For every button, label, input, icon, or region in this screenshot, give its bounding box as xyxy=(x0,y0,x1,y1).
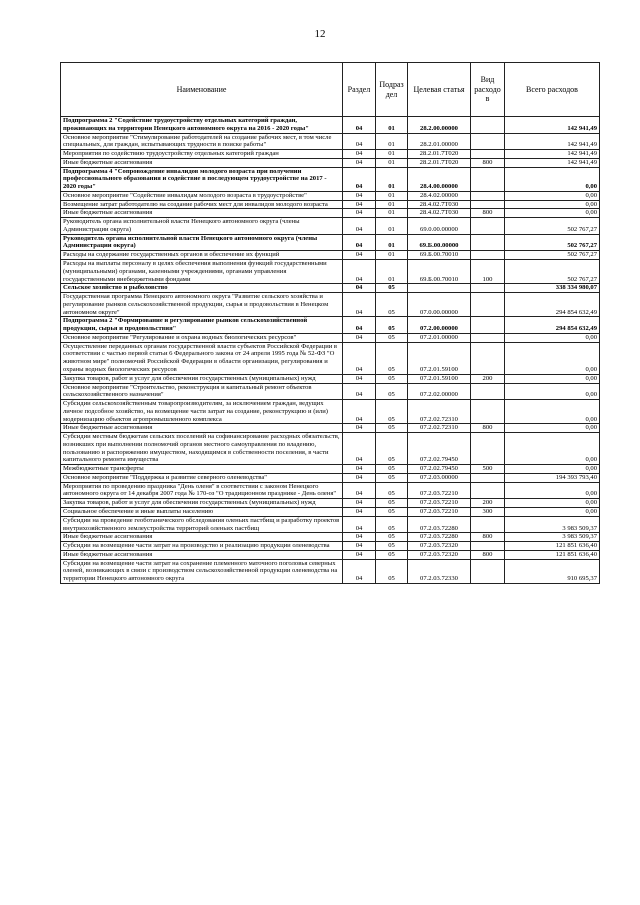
cell-expense-type xyxy=(471,218,505,235)
cell-section: 04 xyxy=(343,542,376,551)
table-row xyxy=(61,200,600,209)
cell-section: 04 xyxy=(343,167,376,191)
cell-section: 04 xyxy=(343,559,376,583)
cell-name: Государственная программа Ненецкого автономного округа "Развитие сельского хозяйства и регулирование рынков сельскохозяйственной продукции, сырья и продовольствия в Ненецком автономном округе" xyxy=(61,293,343,317)
cell-total: 338 334 980,07 xyxy=(505,284,600,293)
table-row xyxy=(61,167,600,191)
cell-total: 142 941,49 xyxy=(505,150,600,159)
cell-expense-type: 800 xyxy=(471,533,505,542)
cell-total: 0,00 xyxy=(505,482,600,499)
cell-subsection: 01 xyxy=(376,117,408,134)
cell-name: Руководитель органа исполнительной власти Ненецкого автономного округа (члены Администрации округа) xyxy=(61,234,343,251)
cell-expense-type xyxy=(471,473,505,482)
cell-expense-type: 500 xyxy=(471,465,505,474)
cell-target-article: 07.2.02.72310 xyxy=(408,424,471,433)
cell-name: Сельское хозяйство и рыболовство xyxy=(61,284,343,293)
cell-name: Закупка товаров, работ и услуг для обеспечения государственных (муниципальных) нужд xyxy=(61,499,343,508)
cell-section: 04 xyxy=(343,433,376,465)
cell-name: Субсидии местным бюджетам сельских поселений на софинансирование расходных обязательств, возникших при выполнении полномочий органов местного самоуправления по владению, пользованию и распоряжению имуществом, находящимся в собственности поселения, в части капитального ремонта имущества xyxy=(61,433,343,465)
cell-total: 0,00 xyxy=(505,507,600,516)
cell-name: Подпрограмма 2 "Формирование и регулирование рынков сельскохозяйственной продукции, сырья и продовольствия" xyxy=(61,317,343,334)
cell-target-article: 07.2.03.72320 xyxy=(408,550,471,559)
cell-name: Мероприятия по проведению праздника "День оленя" в соответствии с законом Ненецкого автономного округа от 14 декабря 2007 года № 170-оз "О традиционном празднике - День оленя" xyxy=(61,482,343,499)
cell-expense-type xyxy=(471,383,505,400)
cell-name: Руководитель органа исполнительной власти Ненецкого автономного округа (члены Администрации округа) xyxy=(61,218,343,235)
cell-total: 294 854 632,49 xyxy=(505,317,600,334)
cell-section: 04 xyxy=(343,293,376,317)
cell-section: 04 xyxy=(343,218,376,235)
cell-total: 0,00 xyxy=(505,342,600,374)
cell-name: Основное мероприятие "Строительство, реконструкция и капитальный ремонт объектов сельскохозяйственного назначения" xyxy=(61,383,343,400)
table-row xyxy=(61,209,600,218)
cell-expense-type: 300 xyxy=(471,507,505,516)
cell-total: 502 767,27 xyxy=(505,234,600,251)
cell-expense-type xyxy=(471,342,505,374)
cell-total: 502 767,27 xyxy=(505,251,600,260)
cell-target-article: 07.0.00.00000 xyxy=(408,293,471,317)
table-row xyxy=(61,293,600,317)
cell-target-article: 07.2.03.72280 xyxy=(408,533,471,542)
cell-name: Социальное обеспечение и иные выплаты населению xyxy=(61,507,343,516)
cell-target-article xyxy=(408,284,471,293)
page-number: 12 xyxy=(314,28,326,40)
cell-subsection: 01 xyxy=(376,158,408,167)
cell-total: 0,00 xyxy=(505,200,600,209)
cell-name: Субсидии на возмещение части затрат на производство и реализацию продукции оленеводства xyxy=(61,542,343,551)
cell-name: Основное мероприятие "Регулирование и охрана водных биологических ресурсов" xyxy=(61,333,343,342)
cell-target-article: 28.4.02.7Т030 xyxy=(408,200,471,209)
cell-subsection: 01 xyxy=(376,234,408,251)
table-row xyxy=(61,424,600,433)
table-row xyxy=(61,507,600,516)
header-section: Раздел xyxy=(343,63,376,117)
cell-section: 04 xyxy=(343,374,376,383)
cell-expense-type xyxy=(471,333,505,342)
cell-section: 04 xyxy=(343,333,376,342)
cell-total: 502 767,27 xyxy=(505,260,600,284)
cell-target-article: 07.2.03.72210 xyxy=(408,507,471,516)
cell-name: Иные бюджетные ассигнования xyxy=(61,533,343,542)
table-row xyxy=(61,433,600,465)
cell-subsection: 05 xyxy=(376,374,408,383)
budget-table xyxy=(60,62,600,584)
table-row xyxy=(61,533,600,542)
cell-section: 04 xyxy=(343,465,376,474)
cell-target-article: 28.2.01.7Т020 xyxy=(408,150,471,159)
cell-total: 0,00 xyxy=(505,191,600,200)
cell-name: Основное мероприятие "Поддержка и развитие северного оленеводства" xyxy=(61,473,343,482)
table-row xyxy=(61,400,600,424)
table-row xyxy=(61,383,600,400)
cell-target-article: 07.2.03.72320 xyxy=(408,542,471,551)
header-target-article: Целевая статья xyxy=(408,63,471,117)
cell-target-article: 28.4.02.7Т030 xyxy=(408,209,471,218)
cell-name: Возмещение затрат работодателю на создание рабочих мест для инвалидов молодого возраста xyxy=(61,200,343,209)
cell-subsection: 05 xyxy=(376,284,408,293)
cell-expense-type xyxy=(471,284,505,293)
cell-total: 294 854 632,49 xyxy=(505,293,600,317)
cell-total: 0,00 xyxy=(505,383,600,400)
cell-total: 0,00 xyxy=(505,374,600,383)
cell-total: 910 695,37 xyxy=(505,559,600,583)
cell-subsection: 05 xyxy=(376,542,408,551)
table-row xyxy=(61,260,600,284)
cell-section: 04 xyxy=(343,260,376,284)
cell-section: 04 xyxy=(343,473,376,482)
cell-target-article: 07.2.01.59100 xyxy=(408,374,471,383)
cell-subsection: 05 xyxy=(376,333,408,342)
cell-section: 04 xyxy=(343,234,376,251)
cell-section: 04 xyxy=(343,342,376,374)
cell-subsection: 01 xyxy=(376,260,408,284)
cell-target-article: 07.2.03.72210 xyxy=(408,482,471,499)
cell-expense-type xyxy=(471,433,505,465)
cell-expense-type xyxy=(471,482,505,499)
cell-name: Иные бюджетные ассигнования xyxy=(61,209,343,218)
cell-name: Субсидии сельскохозяйственным товаропроизводителям, за исключением граждан, ведущих личное подсобное хозяйство, на возмещение части затрат на создание, реконструкцию и (или) модернизацию объектов агропромышленного комплекса xyxy=(61,400,343,424)
cell-section: 04 xyxy=(343,424,376,433)
header-expense-type: Вид расходо в xyxy=(471,63,505,117)
cell-name: Подпрограмма 4 "Сопровождение инвалидов молодого возраста при получении профессионального образования и содействие в последующем трудоустройстве на 2017 - 2020 годы" xyxy=(61,167,343,191)
cell-subsection: 05 xyxy=(376,550,408,559)
cell-section: 04 xyxy=(343,383,376,400)
cell-name: Субсидии на проведение геоботанического обследования оленьих пастбищ и разработку проектов внутрихозяйственного землеустройства территорий оленьих пастбищ xyxy=(61,516,343,533)
cell-subsection: 01 xyxy=(376,150,408,159)
cell-name: Иные бюджетные ассигнования xyxy=(61,424,343,433)
cell-total: 142 941,49 xyxy=(505,133,600,150)
cell-section: 04 xyxy=(343,516,376,533)
table-row xyxy=(61,150,600,159)
cell-total: 502 767,27 xyxy=(505,218,600,235)
cell-expense-type xyxy=(471,559,505,583)
cell-expense-type xyxy=(471,117,505,134)
cell-expense-type: 100 xyxy=(471,260,505,284)
table-row xyxy=(61,333,600,342)
cell-subsection: 05 xyxy=(376,499,408,508)
cell-section: 04 xyxy=(343,150,376,159)
cell-section: 04 xyxy=(343,133,376,150)
cell-total: 0,00 xyxy=(505,499,600,508)
cell-section: 04 xyxy=(343,533,376,542)
table-row xyxy=(61,465,600,474)
cell-total: 142 941,49 xyxy=(505,158,600,167)
cell-target-article: 69.0.00.00000 xyxy=(408,218,471,235)
table-row xyxy=(61,482,600,499)
table-row xyxy=(61,191,600,200)
cell-target-article: 28.2.00.00000 xyxy=(408,117,471,134)
table-row xyxy=(61,133,600,150)
cell-target-article: 07.2.03.72210 xyxy=(408,499,471,508)
cell-target-article: 07.2.02.00000 xyxy=(408,383,471,400)
cell-subsection: 05 xyxy=(376,433,408,465)
cell-name: Межбюджетные трансферты xyxy=(61,465,343,474)
cell-expense-type: 800 xyxy=(471,209,505,218)
cell-subsection: 05 xyxy=(376,482,408,499)
cell-subsection: 05 xyxy=(376,424,408,433)
cell-section: 04 xyxy=(343,191,376,200)
cell-target-article: 07.2.01.59100 xyxy=(408,342,471,374)
cell-subsection: 01 xyxy=(376,218,408,235)
cell-target-article: 07.2.03.72280 xyxy=(408,516,471,533)
cell-target-article: 07.2.03.00000 xyxy=(408,473,471,482)
cell-name: Иные бюджетные ассигнования xyxy=(61,550,343,559)
cell-total: 121 851 636,40 xyxy=(505,542,600,551)
header-total: Всего расходов xyxy=(505,63,600,117)
cell-name: Основное мероприятие "Содействие инвалидам молодого возраста в трудоустройстве" xyxy=(61,191,343,200)
cell-expense-type: 800 xyxy=(471,424,505,433)
cell-target-article: 28.2.01.7Т020 xyxy=(408,158,471,167)
cell-subsection: 05 xyxy=(376,465,408,474)
cell-expense-type xyxy=(471,516,505,533)
table-row xyxy=(61,218,600,235)
cell-name: Осуществление переданных органам государственной власти субъектов Российской Федерации в соответствии с частью первой статьи 6 Федерального закона от 24 апреля 1995 года № 52-ФЗ "О животном мире" полномочий Российской Федерации в области организации, регулирования и охраны водных биологических ресурсов xyxy=(61,342,343,374)
cell-name: Основное мероприятие "Стимулирование работодателей на создание рабочих мест, в том числе специальных, для граждан, испытывающих трудности в поиске работы" xyxy=(61,133,343,150)
cell-section: 04 xyxy=(343,482,376,499)
cell-total: 142 941,49 xyxy=(505,117,600,134)
cell-total: 3 983 509,37 xyxy=(505,516,600,533)
cell-target-article: 28.2.01.00000 xyxy=(408,133,471,150)
table-row xyxy=(61,516,600,533)
cell-target-article: 28.4.02.00000 xyxy=(408,191,471,200)
table-row xyxy=(61,158,600,167)
cell-subsection: 05 xyxy=(376,516,408,533)
table-header-row xyxy=(61,63,600,117)
cell-section: 04 xyxy=(343,158,376,167)
cell-total: 0,00 xyxy=(505,167,600,191)
cell-target-article: 07.2.02.72310 xyxy=(408,400,471,424)
table-row xyxy=(61,499,600,508)
cell-expense-type xyxy=(471,167,505,191)
cell-total: 0,00 xyxy=(505,209,600,218)
cell-expense-type: 800 xyxy=(471,550,505,559)
cell-target-article: 69.Б.00.00000 xyxy=(408,234,471,251)
cell-subsection: 01 xyxy=(376,191,408,200)
table-row xyxy=(61,542,600,551)
cell-total: 121 851 636,40 xyxy=(505,550,600,559)
cell-name: Подпрограмма 2 "Содействие трудоустройству отдельных категорий граждан, проживающих на территории Ненецкого автономного округа на 2016 - 2020 годы" xyxy=(61,117,343,134)
cell-expense-type xyxy=(471,542,505,551)
cell-target-article: 28.4.00.00000 xyxy=(408,167,471,191)
table-row xyxy=(61,473,600,482)
cell-subsection: 05 xyxy=(376,342,408,374)
cell-subsection: 05 xyxy=(376,400,408,424)
cell-total: 0,00 xyxy=(505,433,600,465)
cell-section: 04 xyxy=(343,209,376,218)
cell-total: 3 983 509,37 xyxy=(505,533,600,542)
cell-expense-type xyxy=(471,191,505,200)
table-row xyxy=(61,284,600,293)
table-row xyxy=(61,559,600,583)
cell-section: 04 xyxy=(343,507,376,516)
cell-expense-type xyxy=(471,400,505,424)
cell-total: 0,00 xyxy=(505,333,600,342)
cell-section: 04 xyxy=(343,200,376,209)
table-row xyxy=(61,117,600,134)
cell-total: 0,00 xyxy=(505,424,600,433)
cell-section: 04 xyxy=(343,499,376,508)
header-subsection: Подраз дел xyxy=(376,63,408,117)
cell-section: 04 xyxy=(343,550,376,559)
cell-expense-type xyxy=(471,234,505,251)
cell-expense-type xyxy=(471,317,505,334)
table-row xyxy=(61,234,600,251)
cell-subsection: 01 xyxy=(376,200,408,209)
cell-expense-type xyxy=(471,251,505,260)
cell-total: 0,00 xyxy=(505,400,600,424)
cell-expense-type xyxy=(471,293,505,317)
cell-total: 0,00 xyxy=(505,465,600,474)
cell-name: Субсидии на возмещение части затрат на сохранение племенного маточного поголовья северных оленей, возникающих в связи с производством сельскохозяйственной продукции оленеводства на территории Ненецкого автономного округа xyxy=(61,559,343,583)
table-row xyxy=(61,550,600,559)
cell-section: 04 xyxy=(343,284,376,293)
cell-target-article: 07.2.02.79450 xyxy=(408,433,471,465)
table-row xyxy=(61,317,600,334)
cell-subsection: 01 xyxy=(376,133,408,150)
table-row xyxy=(61,342,600,374)
cell-target-article: 07.2.02.79450 xyxy=(408,465,471,474)
cell-subsection: 05 xyxy=(376,293,408,317)
cell-expense-type xyxy=(471,133,505,150)
cell-name: Иные бюджетные ассигнования xyxy=(61,158,343,167)
cell-expense-type xyxy=(471,150,505,159)
cell-subsection: 05 xyxy=(376,383,408,400)
cell-name: Расходы на выплаты персоналу в целях обеспечения выполнения функций государственными (муниципальными) органами, казенными учреждениями, органами управления государственными внебюджетными фондами xyxy=(61,260,343,284)
cell-target-article: 69.Б.00.70010 xyxy=(408,251,471,260)
cell-section: 04 xyxy=(343,317,376,334)
cell-expense-type: 200 xyxy=(471,499,505,508)
cell-total: 194 393 793,40 xyxy=(505,473,600,482)
cell-expense-type xyxy=(471,200,505,209)
cell-subsection: 05 xyxy=(376,473,408,482)
cell-subsection: 01 xyxy=(376,209,408,218)
cell-subsection: 05 xyxy=(376,317,408,334)
cell-expense-type: 200 xyxy=(471,374,505,383)
cell-name: Мероприятия по содействию трудоустройству отдельных категорий граждан xyxy=(61,150,343,159)
cell-name: Расходы на содержание государственных органов и обеспечение их функций xyxy=(61,251,343,260)
cell-section: 04 xyxy=(343,117,376,134)
header-name: Наименование xyxy=(61,63,343,117)
table-row xyxy=(61,374,600,383)
cell-target-article: 07.2.01.00000 xyxy=(408,333,471,342)
cell-target-article: 07.2.03.72330 xyxy=(408,559,471,583)
cell-subsection: 01 xyxy=(376,167,408,191)
cell-name: Закупка товаров, работ и услуг для обеспечения государственных (муниципальных) нужд xyxy=(61,374,343,383)
cell-subsection: 05 xyxy=(376,533,408,542)
cell-section: 04 xyxy=(343,251,376,260)
table-row xyxy=(61,251,600,260)
cell-section: 04 xyxy=(343,400,376,424)
cell-subsection: 05 xyxy=(376,559,408,583)
cell-expense-type: 800 xyxy=(471,158,505,167)
cell-subsection: 01 xyxy=(376,251,408,260)
cell-target-article: 69.Б.00.70010 xyxy=(408,260,471,284)
cell-subsection: 05 xyxy=(376,507,408,516)
cell-target-article: 07.2.00.00000 xyxy=(408,317,471,334)
